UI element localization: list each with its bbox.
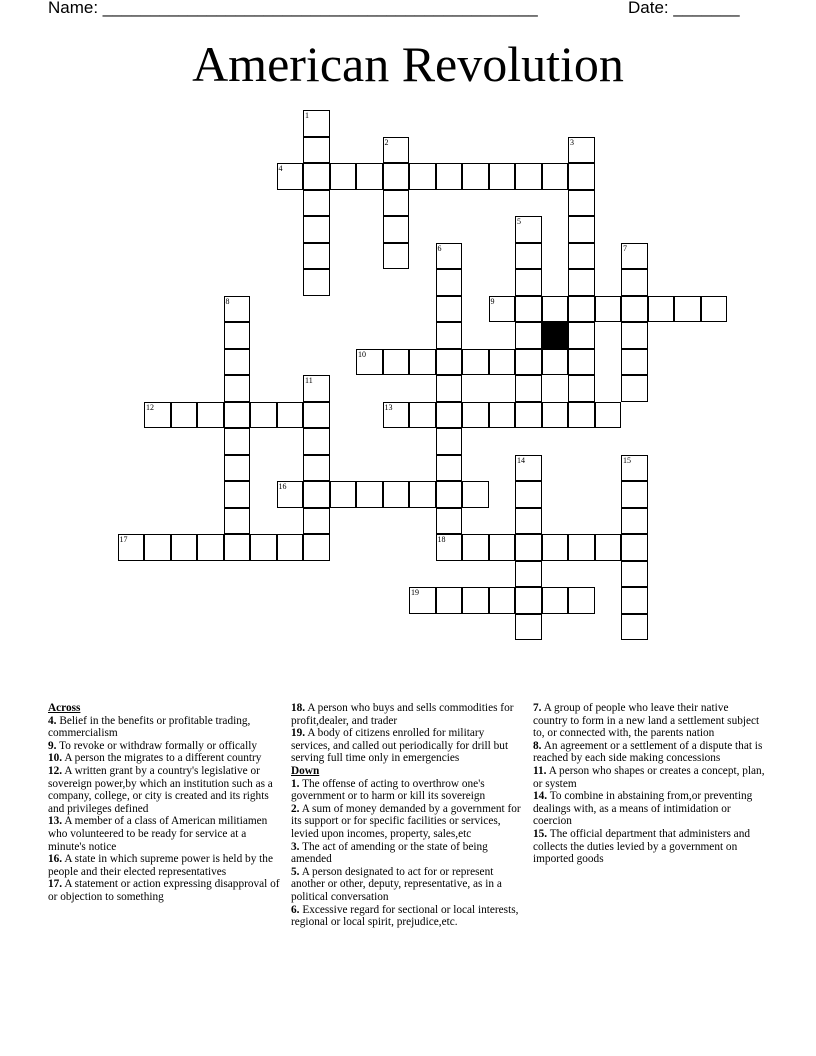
grid-cell[interactable] [462, 402, 489, 429]
grid-cell[interactable] [489, 534, 516, 561]
grid-cell[interactable] [489, 163, 516, 190]
clue-down-3: 3. The act of amending or the state of being amended [291, 840, 488, 866]
grid-cell[interactable] [489, 349, 516, 376]
grid-cell[interactable] [436, 428, 463, 455]
grid-cell[interactable] [171, 534, 198, 561]
grid-cell[interactable] [436, 455, 463, 482]
grid-cell[interactable] [621, 269, 648, 296]
grid-cell[interactable] [542, 534, 569, 561]
grid-cell[interactable] [568, 216, 595, 243]
grid-cell[interactable] [542, 587, 569, 614]
clue-across-18: 18. A person who buys and sells commodities for profit,dealer, and trader [291, 702, 514, 727]
clue-number: 19 [411, 588, 419, 597]
grid-cell[interactable] [515, 614, 542, 641]
grid-cell[interactable] [515, 587, 542, 614]
grid-cell[interactable] [621, 349, 648, 376]
grid-cell[interactable] [277, 163, 304, 190]
grid-cell[interactable] [436, 481, 463, 508]
grid-cell[interactable] [568, 243, 595, 270]
clue-down-2: 2. A sum of money demanded by a government for its support or for specific facilities or services, levied upon incomes, property, sales,etc [291, 802, 521, 840]
clue-number: 9 [490, 296, 495, 306]
grid-cell[interactable] [515, 561, 542, 588]
clue-number: 14 [517, 455, 525, 465]
clue-down-5: 5. A person designated to act for or represent another or other, deputy, representative, as in a political conversation [291, 865, 502, 903]
grid-cell[interactable] [224, 349, 251, 376]
grid-cell[interactable] [701, 296, 728, 323]
grid-cell[interactable] [462, 349, 489, 376]
grid-cell[interactable] [515, 481, 542, 508]
grid-cell[interactable] [436, 587, 463, 614]
grid-cell[interactable] [515, 269, 542, 296]
grid-cell[interactable] [621, 243, 648, 270]
clue-number: 16 [278, 482, 287, 491]
grid-cell[interactable] [303, 402, 330, 429]
grid-cell[interactable] [462, 587, 489, 614]
grid-cell[interactable] [303, 163, 330, 190]
grid-cell[interactable] [303, 216, 330, 243]
clue-number: 1 [305, 111, 309, 120]
grid-block [542, 322, 569, 349]
grid-cell[interactable] [383, 163, 410, 190]
grid-cell[interactable] [621, 481, 648, 508]
grid-cell[interactable] [383, 243, 410, 270]
clue-down-6: 6. Excessive regard for sectional or local interests, regional or local spirit, prejudice,etc. [291, 903, 519, 929]
grid-cell[interactable] [621, 455, 648, 482]
grid-cell[interactable] [436, 296, 463, 323]
grid-cell[interactable] [515, 508, 542, 535]
grid-cell[interactable] [436, 349, 463, 376]
grid-cell[interactable] [489, 587, 516, 614]
grid-cell[interactable] [542, 402, 569, 429]
grid-cell[interactable] [356, 163, 383, 190]
clue-number: 7 [623, 243, 627, 253]
grid-cell[interactable] [224, 508, 251, 535]
grid-cell[interactable] [489, 402, 516, 429]
grid-cell[interactable] [224, 296, 251, 323]
grid-cell[interactable] [303, 508, 330, 535]
grid-cell[interactable] [303, 455, 330, 482]
date-field[interactable]: Date: _______ [628, 0, 740, 17]
clue-down-11: 11. A person who shapes or creates a concept, plan, or system [533, 764, 765, 790]
grid-cell[interactable] [515, 402, 542, 429]
grid-cell[interactable] [436, 402, 463, 429]
grid-cell[interactable] [409, 163, 436, 190]
clue-number: 2 [384, 137, 389, 147]
grid-cell[interactable] [621, 508, 648, 535]
grid-cell[interactable] [383, 481, 410, 508]
clue-across-12: 12. A written grant by a country's legislative or sovereign power,by which an institution such as a company, college, or city is created and its rights and privileges defined [48, 764, 273, 815]
grid-cell[interactable] [303, 137, 330, 164]
clue-across-16: 16. A state in which supreme power is held by the people and their elected representatives [48, 853, 273, 878]
grid-cell[interactable] [356, 349, 383, 376]
grid-cell[interactable] [303, 110, 330, 137]
grid-cell[interactable] [568, 534, 595, 561]
grid-cell[interactable] [277, 402, 304, 429]
clue-across-4: 4. Belief in the benefits or profitable trading, commercialism [48, 714, 251, 740]
grid-cell[interactable] [303, 190, 330, 217]
grid-cell[interactable] [568, 296, 595, 323]
grid-cell[interactable] [515, 216, 542, 243]
clue-across-10: 10. A person the migrates to a different country [48, 752, 262, 765]
grid-cell[interactable] [277, 481, 304, 508]
page-title: American Revolution [192, 36, 624, 92]
clue-number: 15 [623, 455, 631, 465]
grid-cell[interactable] [542, 163, 569, 190]
grid-cell[interactable] [383, 216, 410, 243]
clue-number: 12 [146, 402, 154, 412]
grid-cell[interactable] [409, 349, 436, 376]
grid-cell[interactable] [515, 349, 542, 376]
grid-cell[interactable] [489, 296, 516, 323]
name-field[interactable]: Name: ______________________________________________ [48, 0, 538, 17]
grid-cell[interactable] [409, 481, 436, 508]
grid-cell[interactable] [621, 614, 648, 641]
grid-cell[interactable] [515, 163, 542, 190]
clue-across-9: 9. To revoke or withdraw formally or offically [48, 739, 257, 752]
grid-cell[interactable] [277, 534, 304, 561]
grid-cell[interactable] [568, 269, 595, 296]
grid-cell[interactable] [568, 163, 595, 190]
grid-cell[interactable] [144, 402, 171, 429]
grid-cell[interactable] [303, 375, 330, 402]
clue-number: 5 [517, 217, 521, 226]
grid-cell[interactable] [197, 534, 224, 561]
across-heading: Across [48, 702, 81, 714]
clue-across-19: 19. A body of citizens enrolled for military services, and called out periodically for drill but serving full time only in emergencies [291, 727, 509, 765]
grid-cell[interactable] [568, 587, 595, 614]
grid-cell[interactable] [383, 190, 410, 217]
grid-cell[interactable] [383, 349, 410, 376]
clue-number: 17 [119, 535, 128, 544]
grid-cell[interactable] [436, 269, 463, 296]
grid-cell[interactable] [462, 481, 489, 508]
grid-cell[interactable] [621, 322, 648, 349]
grid-cell[interactable] [250, 402, 277, 429]
grid-cell[interactable] [224, 481, 251, 508]
clues-column-2 [291, 702, 523, 929]
grid-cell[interactable] [383, 402, 410, 429]
clue-across-17: 17. A statement or action expressing disapproval of or objection to something [48, 878, 280, 903]
grid-cell[interactable] [621, 296, 648, 323]
clue-down-7: 7. A group of people who leave their native country to form in a new land a settlement subject to, or connected with, the parents nation [533, 702, 760, 740]
grid-cell[interactable] [568, 190, 595, 217]
grid-cell[interactable] [595, 534, 622, 561]
grid-cell[interactable] [409, 402, 436, 429]
grid-cell[interactable] [330, 163, 357, 190]
clue-down-1: 1. The offense of acting to overthrow one's government or to harm or kill its sovereign [291, 777, 486, 803]
clue-number: 8 [225, 296, 230, 306]
grid-cell[interactable] [462, 534, 489, 561]
grid-cell[interactable] [515, 296, 542, 323]
grid-cell[interactable] [224, 402, 251, 429]
grid-cell[interactable] [250, 534, 277, 561]
grid-cell[interactable] [436, 508, 463, 535]
clue-number: 13 [384, 402, 393, 412]
grid-cell[interactable] [542, 296, 569, 323]
grid-cell[interactable] [224, 455, 251, 482]
grid-cell[interactable] [144, 534, 171, 561]
grid-cell[interactable] [648, 296, 675, 323]
grid-cell[interactable] [568, 349, 595, 376]
grid-cell[interactable] [436, 375, 463, 402]
grid-cell[interactable] [621, 587, 648, 614]
grid-cell[interactable] [515, 322, 542, 349]
clue-across-13: 13. A member of a class of American militiamen who volunteered to be ready for service at a minute's notice [48, 815, 268, 853]
grid-cell[interactable] [356, 481, 383, 508]
clue-down-8: 8. An agreement or a settlement of a dispute that is reached by each side making concessions [533, 739, 763, 765]
grid-cell[interactable] [621, 534, 648, 561]
grid-cell[interactable] [303, 534, 330, 561]
grid-cell[interactable] [515, 534, 542, 561]
grid-cell[interactable] [674, 296, 701, 323]
grid-cell[interactable] [568, 402, 595, 429]
clues-column-1 [48, 702, 286, 904]
grid-cell[interactable] [568, 375, 595, 402]
grid-cell[interactable] [303, 243, 330, 270]
grid-cell[interactable] [224, 534, 251, 561]
grid-cell[interactable] [436, 322, 463, 349]
grid-cell[interactable] [224, 375, 251, 402]
clues-column-3 [533, 702, 765, 866]
grid-cell[interactable] [542, 349, 569, 376]
grid-cell[interactable] [515, 455, 542, 482]
clue-number: 4 [278, 164, 283, 173]
grid-cell[interactable] [118, 534, 145, 561]
grid-cell[interactable] [224, 322, 251, 349]
grid-cell[interactable] [330, 481, 357, 508]
clue-number: 11 [305, 376, 313, 385]
grid-cell[interactable] [436, 243, 463, 270]
grid-cell[interactable] [303, 269, 330, 296]
grid-cell[interactable] [621, 375, 648, 402]
grid-cell[interactable] [224, 428, 251, 455]
grid-cell[interactable] [515, 243, 542, 270]
grid-cell[interactable] [171, 402, 198, 429]
grid-cell[interactable] [197, 402, 224, 429]
grid-cell[interactable] [568, 137, 595, 164]
clue-number: 6 [437, 243, 442, 253]
grid-cell[interactable] [436, 163, 463, 190]
grid-cell[interactable] [436, 534, 463, 561]
clue-number: 3 [570, 137, 574, 147]
grid-cell[interactable] [621, 561, 648, 588]
clue-number: 18 [437, 535, 446, 544]
grid-cell[interactable] [303, 428, 330, 455]
down-heading: Down [291, 764, 320, 777]
grid-cell[interactable] [303, 481, 330, 508]
grid-cell[interactable] [595, 296, 622, 323]
clue-number: 10 [358, 349, 366, 359]
grid-cell[interactable] [595, 402, 622, 429]
grid-cell[interactable] [409, 587, 436, 614]
grid-cell[interactable] [462, 163, 489, 190]
clue-down-15: 15. The official department that administers and collects the duties levied by a government on imported goods [533, 827, 750, 866]
grid-cell[interactable] [568, 322, 595, 349]
grid-cell[interactable] [383, 137, 410, 164]
clue-down-14: 14. To combine in abstaining from,or preventing dealings with, as a means of intimidation or coercion [533, 790, 753, 828]
grid-cell[interactable] [515, 375, 542, 402]
